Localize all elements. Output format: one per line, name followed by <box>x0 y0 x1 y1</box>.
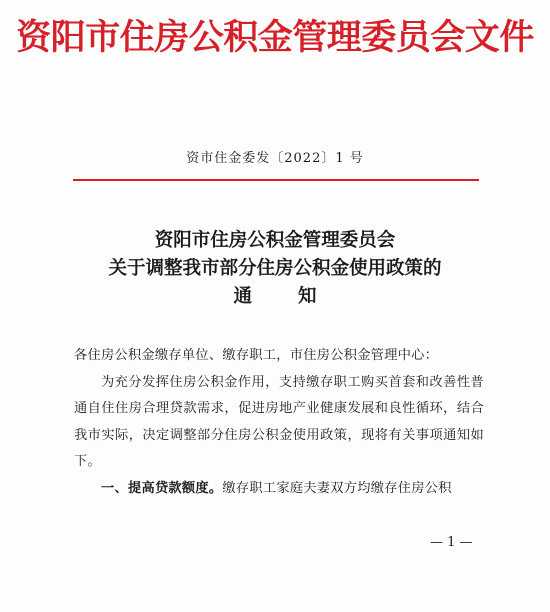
title-line-2: 关于调整我市部分住房公积金使用政策的 <box>108 258 442 279</box>
document-body <box>74 343 484 502</box>
document-header-title: 资阳市住房公积金管理委员会文件 <box>16 18 534 58</box>
section-1-heading: 一、提高贷款额度。 <box>101 480 223 496</box>
intro-paragraph: 为充分发挥住房公积金作用，支持缴存职工购买首套和改善性普通自住住房合理贷款需求，促进房地产业健康发展和良性循环，结合我市实际，决定调整部分住房公积金使用政策，现将有关事项通知如下。 <box>74 374 484 469</box>
section-1-text: 缴存职工家庭夫妻双方均缴存住房公积 <box>222 480 452 496</box>
document-number: 资市住金委发〔2022〕1 号 <box>186 151 364 166</box>
section-1-paragraph <box>74 476 484 503</box>
red-separator-line <box>73 179 479 181</box>
addressee-line: 各住房公积金缴存单位、缴存职工，市住房公积金管理中心： <box>74 348 439 363</box>
page-number: — 1 — <box>430 535 473 550</box>
title-line-3: 通知 <box>233 286 363 307</box>
title-line-1: 资阳市住房公积金管理委员会 <box>154 230 396 251</box>
notice-title <box>0 227 550 311</box>
